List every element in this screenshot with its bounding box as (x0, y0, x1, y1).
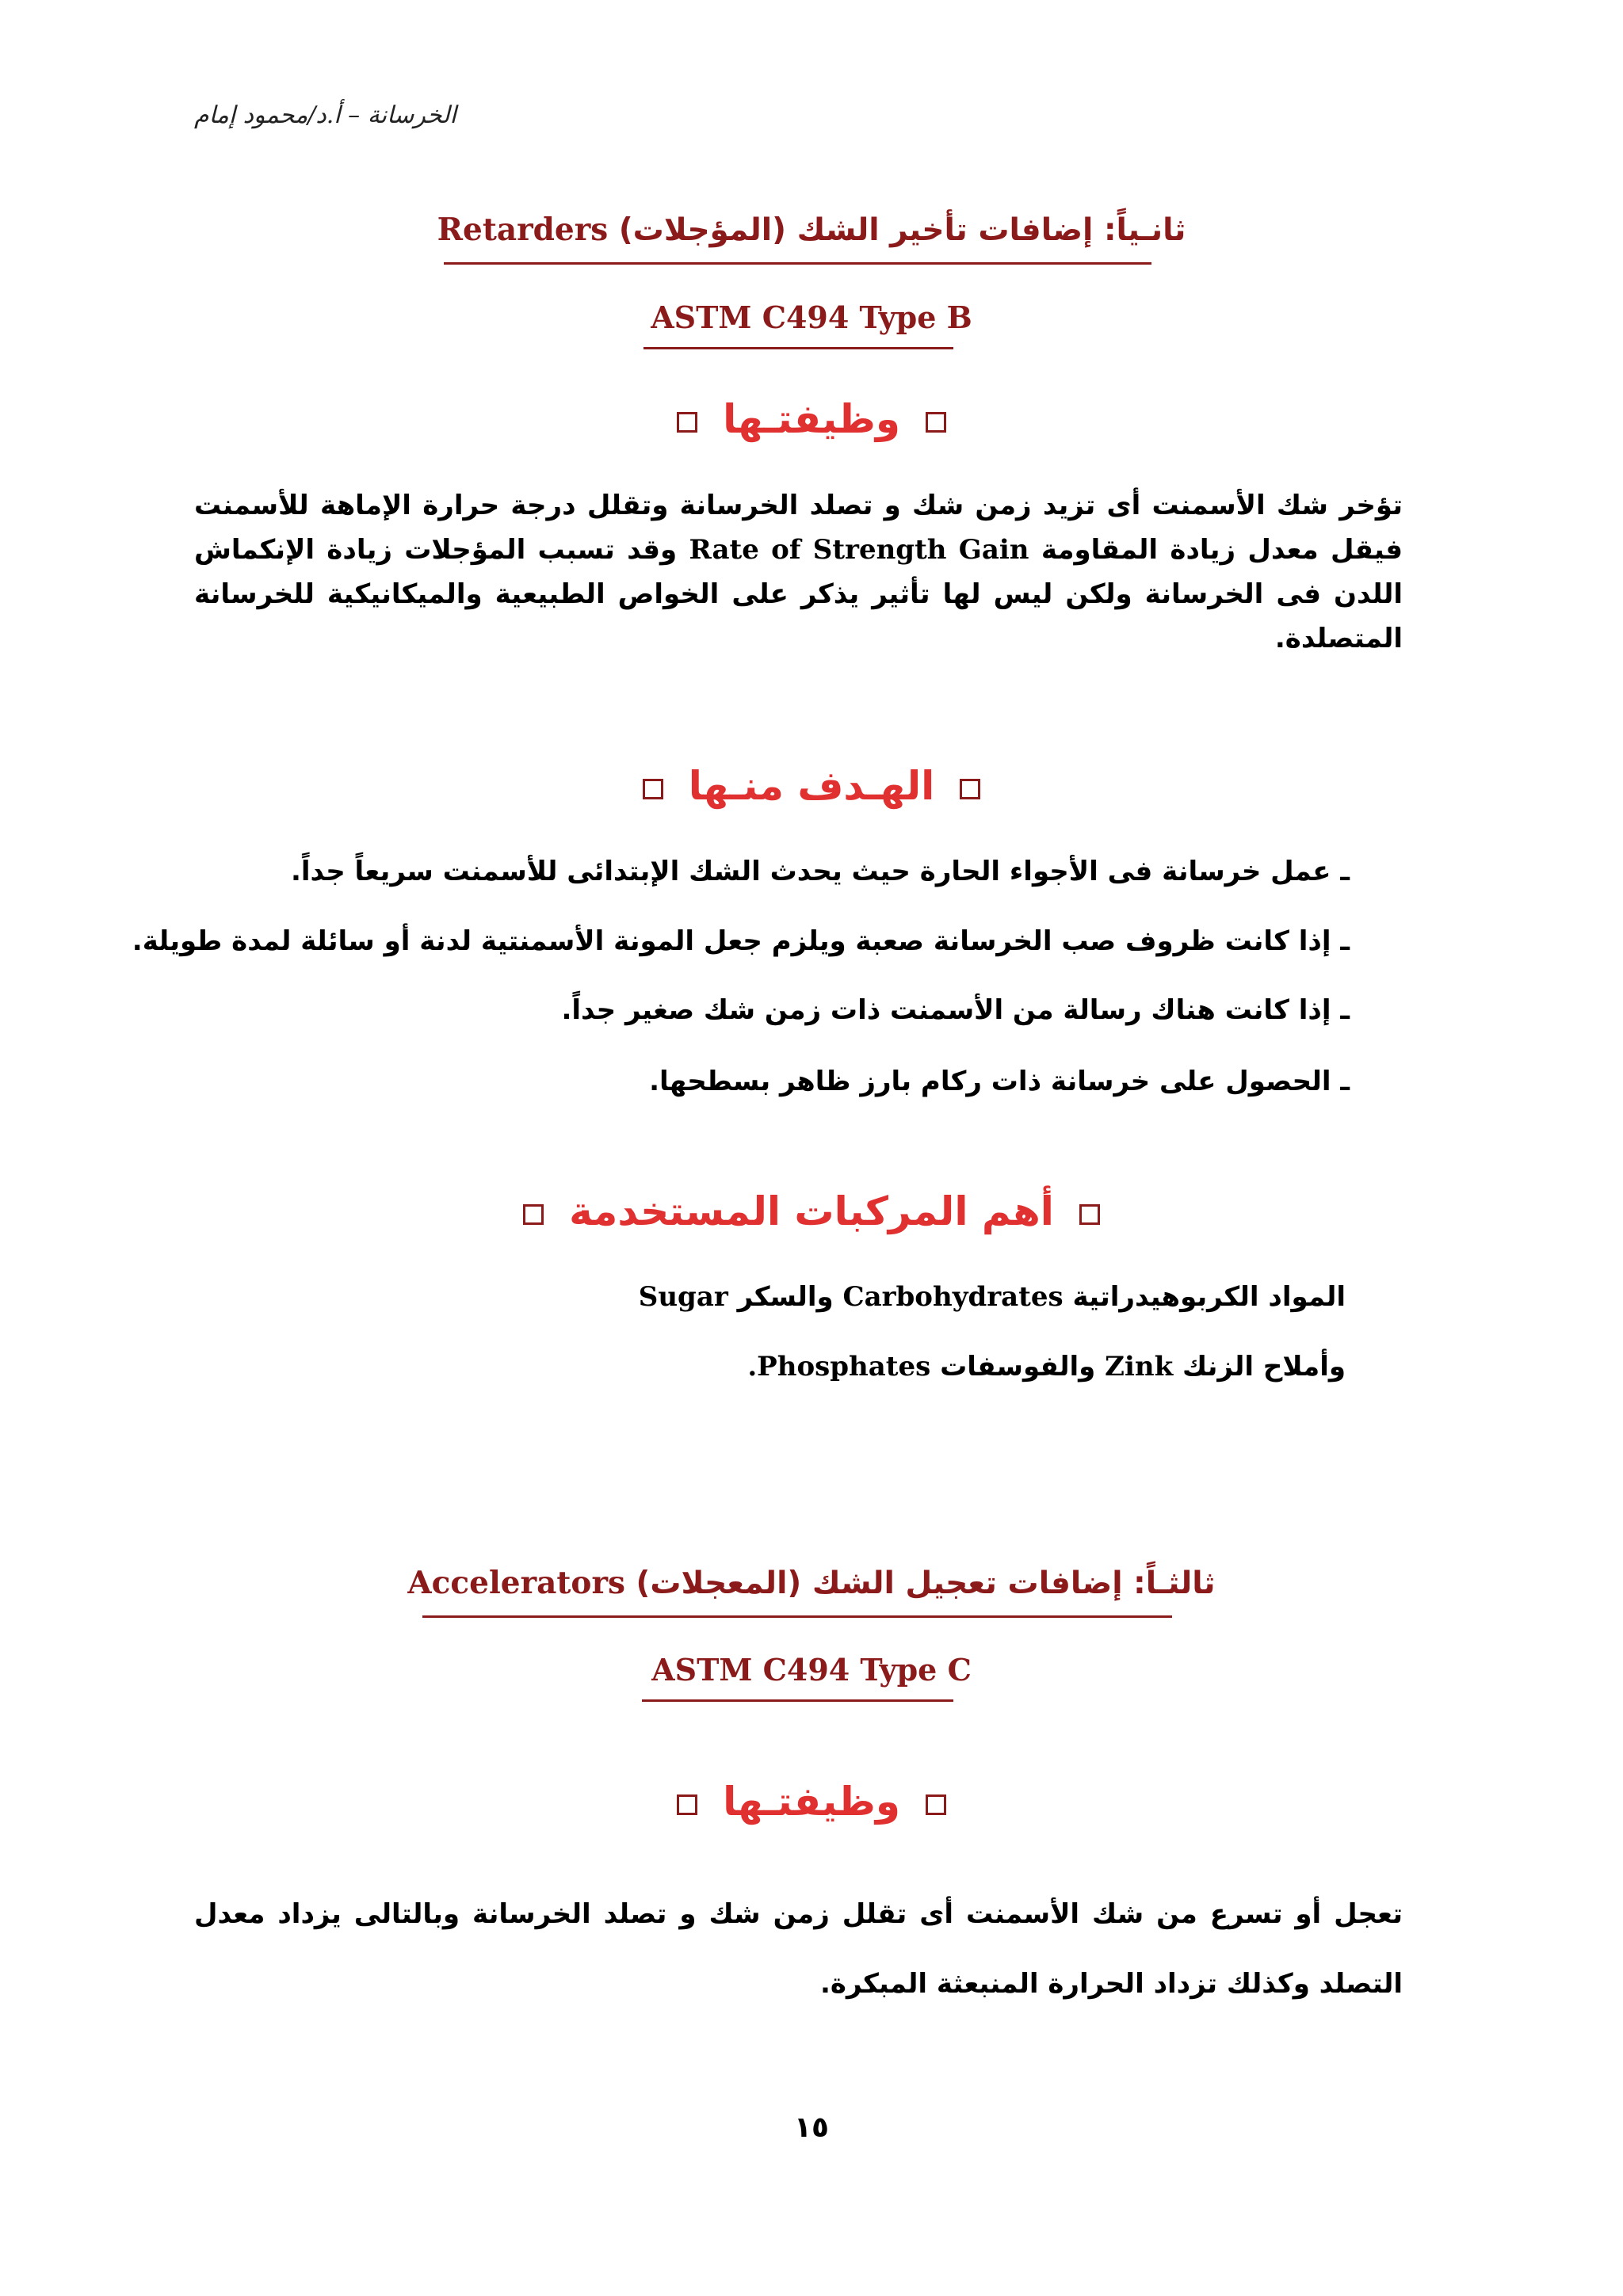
retarders-compounds-heading (0, 1188, 1623, 1234)
retarders-function-text (194, 483, 1403, 661)
retarders-purpose-heading (0, 763, 1623, 809)
retarders-astm-underline (643, 347, 953, 349)
purpose-item: ـ عمل خرسانة فى الأجواء الحارة حيث يحدث الشك الإبتدائى للأسمنت سريعاً جداً. (290, 856, 1350, 887)
accelerators-title-underline (422, 1615, 1172, 1618)
heading-text: الهـدف منـها (688, 763, 935, 809)
compounds-line-2 (747, 1351, 1346, 1383)
compound-ar: والفوسفات (940, 1351, 1096, 1383)
compound-en: Carbohydrates (842, 1281, 1064, 1313)
square-bullet-icon (926, 1794, 946, 1815)
compound-en: Phosphates. (747, 1351, 931, 1383)
square-bullet-icon (926, 412, 946, 433)
heading-text: وظيفتـها (723, 396, 900, 442)
accelerators-astm-underline (642, 1699, 953, 1702)
square-bullet-icon (1079, 1204, 1100, 1225)
retarders-astm: ASTM C494 Type B (651, 299, 972, 335)
accelerators-function-text: تعجل أو تسرع من شك الأسمنت أى تقلل زمن شك و تصلد الخرسانة وبالتالى يزداد معدل التصلد وكذلك تزداد الحرارة المنبعثة المبكرة. (194, 1898, 1403, 2000)
function-text-part1: تؤخر شك الأسمنت أى تزيد زمن شك و تصلد الخرسانة وتقلل درجة حرارة الإماهة للأسمنت فيقل معدل زيادة المقاومة (194, 490, 1403, 566)
compound-en: Zink (1105, 1351, 1174, 1383)
square-bullet-icon (643, 779, 663, 799)
purpose-item: ـ الحصول على خرسانة ذات ركام بارز ظاهر بسطحها. (649, 1066, 1350, 1097)
accelerators-title-ar: ثالثـاً: إضافات تعجيل الشك (المعجلات) (636, 1566, 1216, 1601)
accelerators-title-en: Accelerators (407, 1565, 625, 1601)
function-text-part2: وقد تسبب المؤجلات زيادة الإنكماش اللدن فى الخرسانة ولكن ليس لها تأثير يذكر على الخواص الطبيعية والميكانيكية للخرسانة المتصلدة. (194, 534, 1403, 654)
square-bullet-icon (523, 1204, 544, 1225)
square-bullet-icon (677, 412, 697, 433)
accelerators-function-heading (0, 1779, 1623, 1825)
retarders-title-ar: ثانـياً: إضافات تأخير الشك (المؤجلات) (618, 212, 1186, 248)
retarders-title-en: Retarders (437, 212, 609, 248)
accelerators-astm: ASTM C494 Type C (651, 1652, 972, 1688)
retarders-title-underline (444, 262, 1151, 265)
compound-ar: المواد الكربوهيدراتية (1072, 1281, 1346, 1313)
retarders-function-heading (0, 396, 1623, 442)
accelerators-title (0, 1565, 1623, 1601)
compounds-line-1 (639, 1281, 1346, 1313)
heading-text: وظيفتـها (723, 1779, 900, 1825)
heading-text: أهم المركبات المستخدمة (569, 1188, 1054, 1234)
compound-ar: والسكر (737, 1281, 834, 1313)
purpose-item: ـ إذا كانت هناك رسالة من الأسمنت ذات زمن شك صغير جداً. (561, 994, 1350, 1026)
retarders-title (0, 212, 1623, 248)
square-bullet-icon (677, 1794, 697, 1815)
purpose-item: ـ إذا كانت ظروف صب الخرسانة صعبة ويلزم جعل المونة الأسمنتية لدنة أو سائلة لمدة طويلة. (132, 925, 1350, 957)
function-text-term: Rate of Strength Gain (689, 534, 1029, 566)
running-header: الخرسانة – أ.د/محمود إمام (194, 101, 456, 129)
page-number: ١٥ (794, 2111, 829, 2144)
compound-ar: وأملاح الزنك (1182, 1351, 1346, 1383)
compound-en: Sugar (638, 1281, 728, 1313)
square-bullet-icon (960, 779, 980, 799)
